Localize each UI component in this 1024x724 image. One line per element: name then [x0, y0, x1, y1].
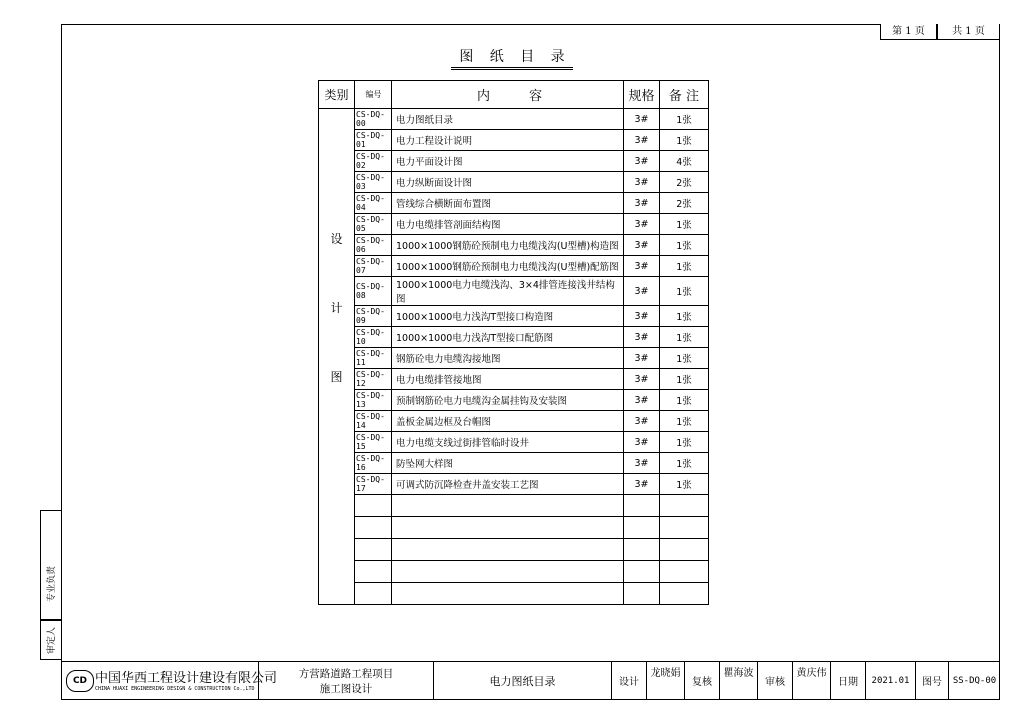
table-header-row: [319, 81, 709, 109]
drawing-content: 1000×1000电力浅沟T型接口构造图: [392, 306, 624, 327]
drawing-title: 电力图纸目录: [433, 661, 611, 700]
drawing-note: [660, 539, 709, 561]
check-label: 复核: [684, 661, 719, 700]
review-label: 审核: [757, 661, 792, 700]
drawing-note: [660, 495, 709, 517]
blank-row: [319, 539, 709, 561]
drawing-content: 电力电缆排管剖面结构图: [392, 214, 624, 235]
table-row: [319, 214, 709, 235]
table-row: [319, 432, 709, 453]
category-char: 计: [330, 300, 343, 315]
table-row: [319, 327, 709, 348]
table-row: [319, 390, 709, 411]
drawing-catalog-table: [318, 80, 709, 605]
drawing-note: 1张: [660, 130, 709, 151]
drawing-spec: 3#: [624, 130, 660, 151]
drawing-note: [660, 517, 709, 539]
drawing-number: CS-DQ-11: [355, 348, 392, 369]
drawing-content: [392, 539, 624, 561]
drawing-spec: 3#: [624, 474, 660, 495]
drawing-spec: 3#: [624, 193, 660, 214]
drawing-content: 防坠网大样图: [392, 453, 624, 474]
drawing-content: 预制钢筋砼电力电缆沟金属挂钩及安装图: [392, 390, 624, 411]
table-row: [319, 277, 709, 306]
drawing-note: 1张: [660, 306, 709, 327]
table-row: [319, 130, 709, 151]
side-reviewer-label: 专业负责: [47, 565, 57, 602]
drawing-note: 1张: [660, 109, 709, 130]
drawing-spec: 3#: [624, 109, 660, 130]
drawing-note: [660, 583, 709, 605]
drawing-number: CS-DQ-12: [355, 369, 392, 390]
table-row: [319, 453, 709, 474]
drawing-content: 1000×1000电力浅沟T型接口配筋图: [392, 327, 624, 348]
table-row: [319, 172, 709, 193]
blank-row: [319, 561, 709, 583]
drawing-number: CS-DQ-10: [355, 327, 392, 348]
drawing-number: [355, 539, 392, 561]
drawing-number: CS-DQ-17: [355, 474, 392, 495]
page-current: 第 1 页: [880, 24, 937, 40]
drawing-content: 电力电缆支线过街排管临时设井: [392, 432, 624, 453]
category-char: 图: [330, 369, 343, 384]
project-stage: 施工图设计: [319, 682, 373, 695]
drawing-note: 1张: [660, 474, 709, 495]
side-approver-label: 审定人: [47, 626, 57, 654]
drawing-spec: [624, 561, 660, 583]
drawing-number: [355, 495, 392, 517]
drawing-spec: 3#: [624, 327, 660, 348]
drawing-number: CS-DQ-15: [355, 432, 392, 453]
designer-signature: 龙晓娟: [646, 661, 684, 700]
drawing-content: 电力纵断面设计图: [392, 172, 624, 193]
drawing-content: 电力图纸目录: [392, 109, 624, 130]
table-row: [319, 348, 709, 369]
drawing-spec: [624, 517, 660, 539]
drawing-spec: 3#: [624, 172, 660, 193]
drawing-note: 4张: [660, 151, 709, 172]
drawing-note: 2张: [660, 172, 709, 193]
drawing-note: 1张: [660, 256, 709, 277]
drawing-number: CS-DQ-13: [355, 390, 392, 411]
table-row: [319, 235, 709, 256]
category-cell: [319, 109, 355, 605]
page-title: 图 纸 目 录: [0, 46, 1024, 66]
drawing-spec: 3#: [624, 348, 660, 369]
drawing-spec: 3#: [624, 151, 660, 172]
drawing-note: 1张: [660, 411, 709, 432]
drawing-number: [355, 561, 392, 583]
header-spec: 规格: [624, 81, 660, 109]
drawing-note: 1张: [660, 453, 709, 474]
drawing-content: 电力工程设计说明: [392, 130, 624, 151]
category-char: 设: [330, 231, 343, 246]
drawing-spec: [624, 583, 660, 605]
company-name: 中国华西工程设计建设有限公司: [95, 671, 278, 686]
drawing-content: [392, 517, 624, 539]
drawing-content: 可调式防沉降检查井盖安装工艺图: [392, 474, 624, 495]
drawing-spec: 3#: [624, 390, 660, 411]
drawing-number: CS-DQ-14: [355, 411, 392, 432]
drawing-content: 电力平面设计图: [392, 151, 624, 172]
drawing-note: 1张: [660, 390, 709, 411]
drawing-content: 1000×1000电力电缆浅沟、3×4排管连接浅井结构图: [392, 277, 624, 306]
drawing-number: CS-DQ-00: [355, 109, 392, 130]
drawing-note: 1张: [660, 235, 709, 256]
table-row: [319, 306, 709, 327]
drawing-spec: 3#: [624, 256, 660, 277]
drawing-note: 1张: [660, 214, 709, 235]
drawing-spec: 3#: [624, 306, 660, 327]
drawing-note: [660, 561, 709, 583]
header-number: 编号: [355, 81, 392, 109]
drawing-note: 2张: [660, 193, 709, 214]
design-label: 设计: [611, 661, 646, 700]
drawing-number: [355, 517, 392, 539]
drawing-content: 钢筋砼电力电缆沟接地图: [392, 348, 624, 369]
reviewer-signature: 黄庆伟: [792, 661, 830, 700]
table-row: [319, 369, 709, 390]
drawing-content: [392, 583, 624, 605]
drawing-number: CS-DQ-04: [355, 193, 392, 214]
drawing-content: 1000×1000钢筋砼预制电力电缆浅沟(U型槽)构造图: [392, 235, 624, 256]
blank-row: [319, 583, 709, 605]
drawing-number: [355, 583, 392, 605]
date-label: 日期: [830, 661, 865, 700]
project-name: 方营路道路工程项目: [298, 667, 394, 680]
drawing-number: CS-DQ-03: [355, 172, 392, 193]
checker-signature: 瞿海波: [719, 661, 757, 700]
page-total: 共 1 页: [937, 24, 1000, 40]
drawing-no-value: SS-DQ-00: [948, 661, 1000, 700]
drawing-content: [392, 495, 624, 517]
project-name-cell: [258, 661, 433, 700]
drawing-spec: 3#: [624, 214, 660, 235]
drawing-spec: 3#: [624, 369, 660, 390]
drawing-number: CS-DQ-01: [355, 130, 392, 151]
drawing-number: CS-DQ-09: [355, 306, 392, 327]
drawing-content: 1000×1000钢筋砼预制电力电缆浅沟(U型槽)配筋图: [392, 256, 624, 277]
drawing-note: 1张: [660, 348, 709, 369]
drawing-number: CS-DQ-08: [355, 277, 392, 306]
drawing-note: 1张: [660, 327, 709, 348]
drawing-content: 盖板金属边框及台帽图: [392, 411, 624, 432]
drawing-content: [392, 561, 624, 583]
drawing-number: CS-DQ-07: [355, 256, 392, 277]
drawing-spec: [624, 539, 660, 561]
table-row: [319, 256, 709, 277]
drawing-number: CS-DQ-16: [355, 453, 392, 474]
header-note: 备 注: [660, 81, 709, 109]
drawing-no-label: 图号: [915, 661, 948, 700]
drawing-note: 1张: [660, 277, 709, 306]
drawing-spec: 3#: [624, 235, 660, 256]
date-value: 2021.01: [865, 661, 915, 700]
table-row: [319, 193, 709, 214]
table-row: [319, 109, 709, 130]
header-content: 内 容: [392, 81, 624, 109]
drawing-number: CS-DQ-05: [355, 214, 392, 235]
blank-row: [319, 517, 709, 539]
drawing-number: CS-DQ-06: [355, 235, 392, 256]
table-row: [319, 411, 709, 432]
drawing-number: CS-DQ-02: [355, 151, 392, 172]
drawing-note: 1张: [660, 369, 709, 390]
blank-row: [319, 495, 709, 517]
table-row: [319, 151, 709, 172]
drawing-spec: 3#: [624, 453, 660, 474]
drawing-spec: [624, 495, 660, 517]
company-logo: CD: [66, 670, 94, 692]
drawing-spec: 3#: [624, 411, 660, 432]
drawing-spec: 3#: [624, 432, 660, 453]
drawing-content: 管线综合横断面布置图: [392, 193, 624, 214]
header-type: 类别: [319, 81, 355, 109]
drawing-content: 电力电缆排管接地图: [392, 369, 624, 390]
company-name-en: CHINA HUAXI ENGINEERING DESIGN & CONSTRUCTION Co.,LTD: [95, 686, 255, 692]
drawing-note: 1张: [660, 432, 709, 453]
drawing-spec: 3#: [624, 277, 660, 306]
table-row: [319, 474, 709, 495]
